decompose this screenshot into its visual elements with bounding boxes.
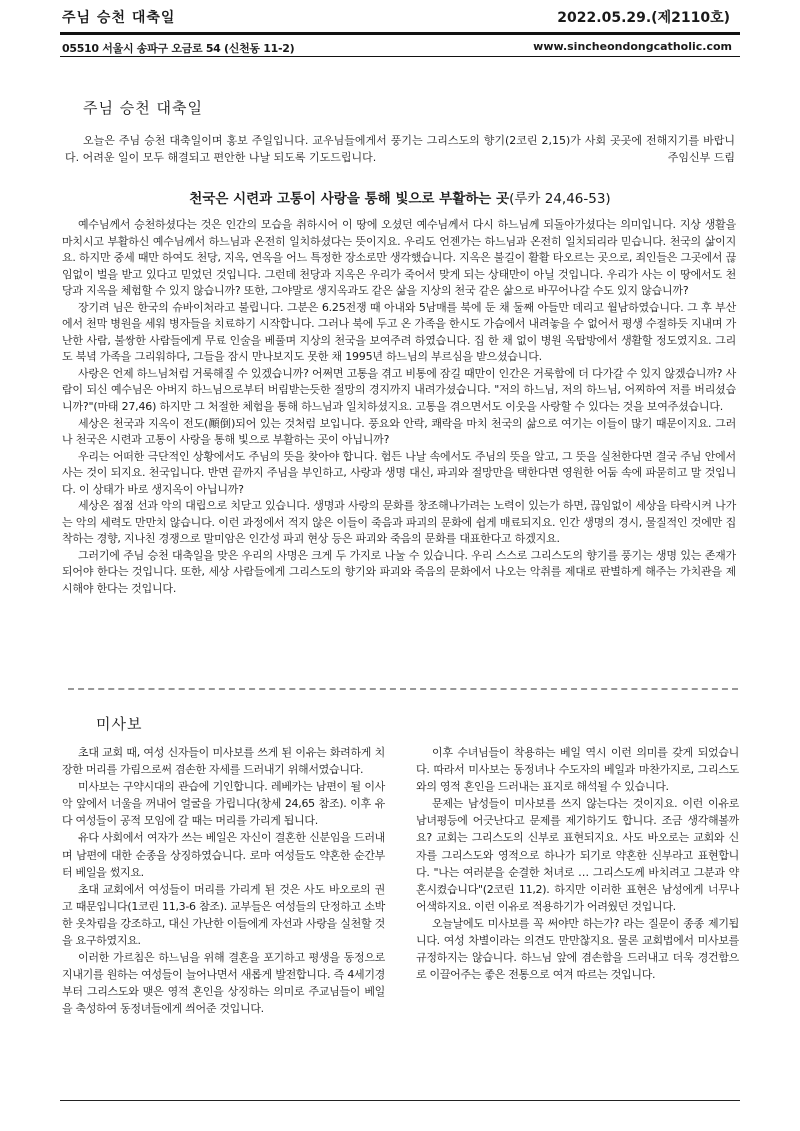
article-paragraph: 우리는 어떠한 극단적인 상황에서도 주님의 뜻을 찾아야 합니다. 험든 나날 속에서도 주님의 뜻을 알고, 그 뜻을 실천한다면 결국 주님 안에서 사는 것이 되지요. 천국입니다. 반면 끝까지 주님을 부인하고, 사랑과 생명 대신, 파괴와 절망만을 택한다면 영원한 어둠 속에 파묻히고 말 것입니다. 이 상태가 바로 생지옥이 아닙니까?: [62, 449, 736, 496]
article-title-main: 천국은 시련과 고통이 사랑을 통해 빛으로 부활하는 곳: [189, 191, 510, 207]
column-paragraph: 이후 수녀님들이 착용하는 베일 역시 이런 의미를 갖게 되었습니다. 따라서 미사보는 동정녀나 수도자의 베일과 마찬가지로, 그리스도와의 영적 혼인을 드러내는 표지로 해석될 수 있습니다.: [416, 746, 739, 794]
header-rule-thin: [60, 56, 740, 57]
article-body: [62, 217, 736, 598]
column-paragraph: 초대 교회에서 여성들이 머리를 가리게 된 것은 사도 바오로의 권고 때문입니다(1코린 11,3-6 참조). 교부들은 여성들의 단정하고 소박한 옷차림을 강조하고, 대신 가난한 이들에게 자선과 사랑을 실천할 것을 요구하였지요.: [62, 882, 385, 948]
section2-heading: 미사보: [96, 715, 143, 733]
intro-text: [65, 132, 735, 166]
column-paragraph: 이러한 가르침은 하느님을 위해 결혼을 포기하고 평생을 동정으로 지내기를 원하는 여성들이 늘어나면서 새롭게 발전합니다. 즉 4세기경부터 그리스도와 맺은 영적 혼인을 상징하는 의미로 주교님들이 베일을 축성하여 동정녀들에게 씌어준 것입니다.: [62, 951, 385, 1016]
article-reference: (루카 24,46-53): [509, 191, 611, 207]
article-paragraph: 그러기에 주님 승천 대축일을 맞은 우리의 사명은 크게 두 가지로 나눌 수 있습니다. 우리 스스로 그리스도의 향기를 풍기는 생명 있는 존재가 되어야 한다는 것입니다. 또한, 세상 사람들에게 그리스도의 향기와 파괴와 죽음의 문화에서 나오는 악취를 제대로 판별하게 해주는 가치관을 제시해야 한다는 것입니다.: [62, 548, 736, 596]
article-paragraph: 세상은 점점 선과 악의 대립으로 치닫고 있습니다. 생명과 사랑의 문화를 창조해나가려는 노력이 있는가 하면, 끊임없이 세상을 타락시켜 나가는 악의 세력도 만만치 않습니다. 이런 과정에서 적지 않은 이들이 죽음과 파괴의 문화에 쉽게 매료되지요. 인간 생명의 경시, 물질적인 것에만 집착하는 경향, 지나친 경쟁으로 말미암은 인간성 파괴 현상 등은 파괴와 죽음의 문화를 대표한다고 하겠지요.: [62, 499, 736, 546]
article-paragraph: 세상은 천국과 지옥이 전도(顚倒)되어 있는 것처럼 보입니다. 풍요와 안락, 쾌락을 마치 천국의 삶으로 여기는 이들이 많기 때문이지요. 그러나 천국은 시련과 고통이 사랑을 통해 빛으로 부활하는 곳이 아닙니까?: [62, 416, 736, 447]
column-paragraph: 오늘날에도 미사보를 꼭 써야만 하는가? 라는 질문이 종종 제기됩니다. 여성 차별이라는 의견도 만만찮지요. 물론 교회법에서 미사보를 규정하지는 않습니다. 하느님 앞에 겸손함을 드러내고 더욱 경건함으로 이끌어주는 좋은 전통으로 여겨 따르는 것입니다.: [416, 916, 739, 982]
section-divider: [68, 688, 738, 690]
column-paragraph: 문제는 남성들이 미사보를 쓰지 않는다는 것이지요. 이런 이유로 남녀평등에 어긋난다고 문제를 제기하기도 합니다. 조금 생각해볼까요? 교회는 그리스도의 신부로 표현되지요. 사도 바오로는 교회와 신자를 그리스도와 영적으로 하나가 되기로 약혼한 신부라고 표현합니다. "나는 여러분을 순결한 처녀로 … 그리스도께 바치려고 그분과 약혼시켰습니다"(2코린 11,2). 하지만 이러한 표현은 남성에게 너무나 어색하지요. 이런 이유로 적용하기가 어려웠던 것입니다.: [416, 797, 739, 913]
footer-rule: [60, 1100, 740, 1101]
column-paragraph: 초대 교회 때, 여성 신자들이 미사보를 쓰게 된 이유는 화려하게 치장한 머리를 가림으로써 겸손한 자세를 드러내기 위해서였습니다.: [62, 746, 385, 777]
header-rule: [60, 32, 740, 35]
article-paragraph: 장기려 님은 한국의 슈바이처라고 불립니다. 그분은 6.25전쟁 때 아내와 5남매를 북에 둔 채 둘째 아들만 데리고 월남하였습니다. 그 후 부산에서 천막 병원을 세워 병자들을 치료하기 시작합니다. 그러나 북에 두고 온 가족을 한시도 가슴에서 내려놓을 수 없어서 평생 수절하듯 지내며 가난한 사람, 불쌍한 사람들에게 무료 인술을 베풀며 지상의 천국을 보여주려 하였습니다. 집 한 채 없이 병원 옥탑방에서 생활할 정도였지요. 그리도 북녘 가족을 그리워하다, 그들을 잠시 만나보지도 못한 채 1995년 하느님의 부르심을 받으셨습니다.: [62, 300, 736, 364]
issue-date: 2022.05.29.(제2110호): [557, 10, 730, 26]
section2-left-column: [62, 744, 385, 1018]
section2-right-column: [416, 744, 739, 983]
column-paragraph: 미사보는 구약시대의 관습에 기인합니다. 레베카는 남편이 될 이사악 앞에서 너울을 꺼내어 얼굴을 가립니다(창세 24,65 참조). 이후 유다 여성들이 공적 모임에 갈 때는 머리를 가리게 됩니다.: [62, 780, 385, 828]
article-paragraph: 예수님께서 승천하셨다는 것은 인간의 모습을 취하시어 이 땅에 오셨던 예수님께서 다시 하느님께 되돌아가셨다는 의미입니다. 지상 생활을 마치시고 부활하신 예수님께서 하느님과 온전히 일치하셨다는 뜻이지요. 우리도 언젠가는 하느님과 온전히 일치되리라 믿습니다. 천국의 삶이지요. 하지만 중세 때만 하여도 천당, 지옥, 연옥을 어느 특정한 장소로만 생각했습니다. 지옥은 불길이 활활 타오르는 곳으로, 죄인들은 그곳에서 끊임없이 벌을 받고 있다고 믿었던 것입니다. 그런데 천당과 지옥은 우리가 죽어서 맞게 되는 상태만이 아닐 것입니다. 우리가 사는 이 땅에서도 천당과 지옥을 체험할 수 있지 않습니까? 또한, 그야말로 생지옥과도 같은 삶을 지상의 천국 같은 삶으로 바꾸어나갈 수도 있지 않습니까?: [62, 218, 736, 298]
intro-heading: 주님 승천 대축일: [83, 99, 203, 117]
parish-address: 05510 서울시 송파구 오금로 54 (신천동 11-2): [62, 42, 295, 55]
column-paragraph: 유다 사회에서 여자가 쓰는 베일은 자신이 결혼한 신분임을 드러내며 남편에 대한 순종을 상징하였습니다. 로마 여성들도 약혼한 순간부터 베일을 썼지요.: [62, 831, 385, 879]
intro-signature: 주임신부 드림: [667, 151, 735, 164]
intro-body: 오늘은 주님 승천 대축일이며 홍보 주일입니다. 교우님들에게서 풍기는 그리스도의 향기(2코린 2,15)가 사회 곳곳에 전해지기를 바랍니다. 어려운 일이 모두 해결되고 편안한 나날 되도록 기도드립니다.: [65, 134, 735, 164]
bulletin-title: 주님 승천 대축일: [62, 10, 176, 26]
article-paragraph: 사랑은 언제 하느님처럼 거룩해질 수 있겠습니까? 어쩌면 고통을 겪고 비통에 잠길 때만이 인간은 거룩함에 더 다가갈 수 있지 않겠습니까? 사람이 되신 예수님은 아버지 하느님으로부터 버림받는듯한 절망의 경지까지 내려가셨습니다. "저의 하느님, 저의 하느님, 어찌하여 저를 버리셨습니까?"(마태 27,46) 하지만 그 처절한 체험을 통해 하느님과 일치하셨지요. 고통을 겪으면서도 이웃을 사랑할 수 있다는 것을 보여주셨습니다.: [62, 366, 736, 414]
article-title: [65, 187, 735, 207]
parish-website[interactable]: www.sincheondongcatholic.com: [533, 40, 732, 53]
